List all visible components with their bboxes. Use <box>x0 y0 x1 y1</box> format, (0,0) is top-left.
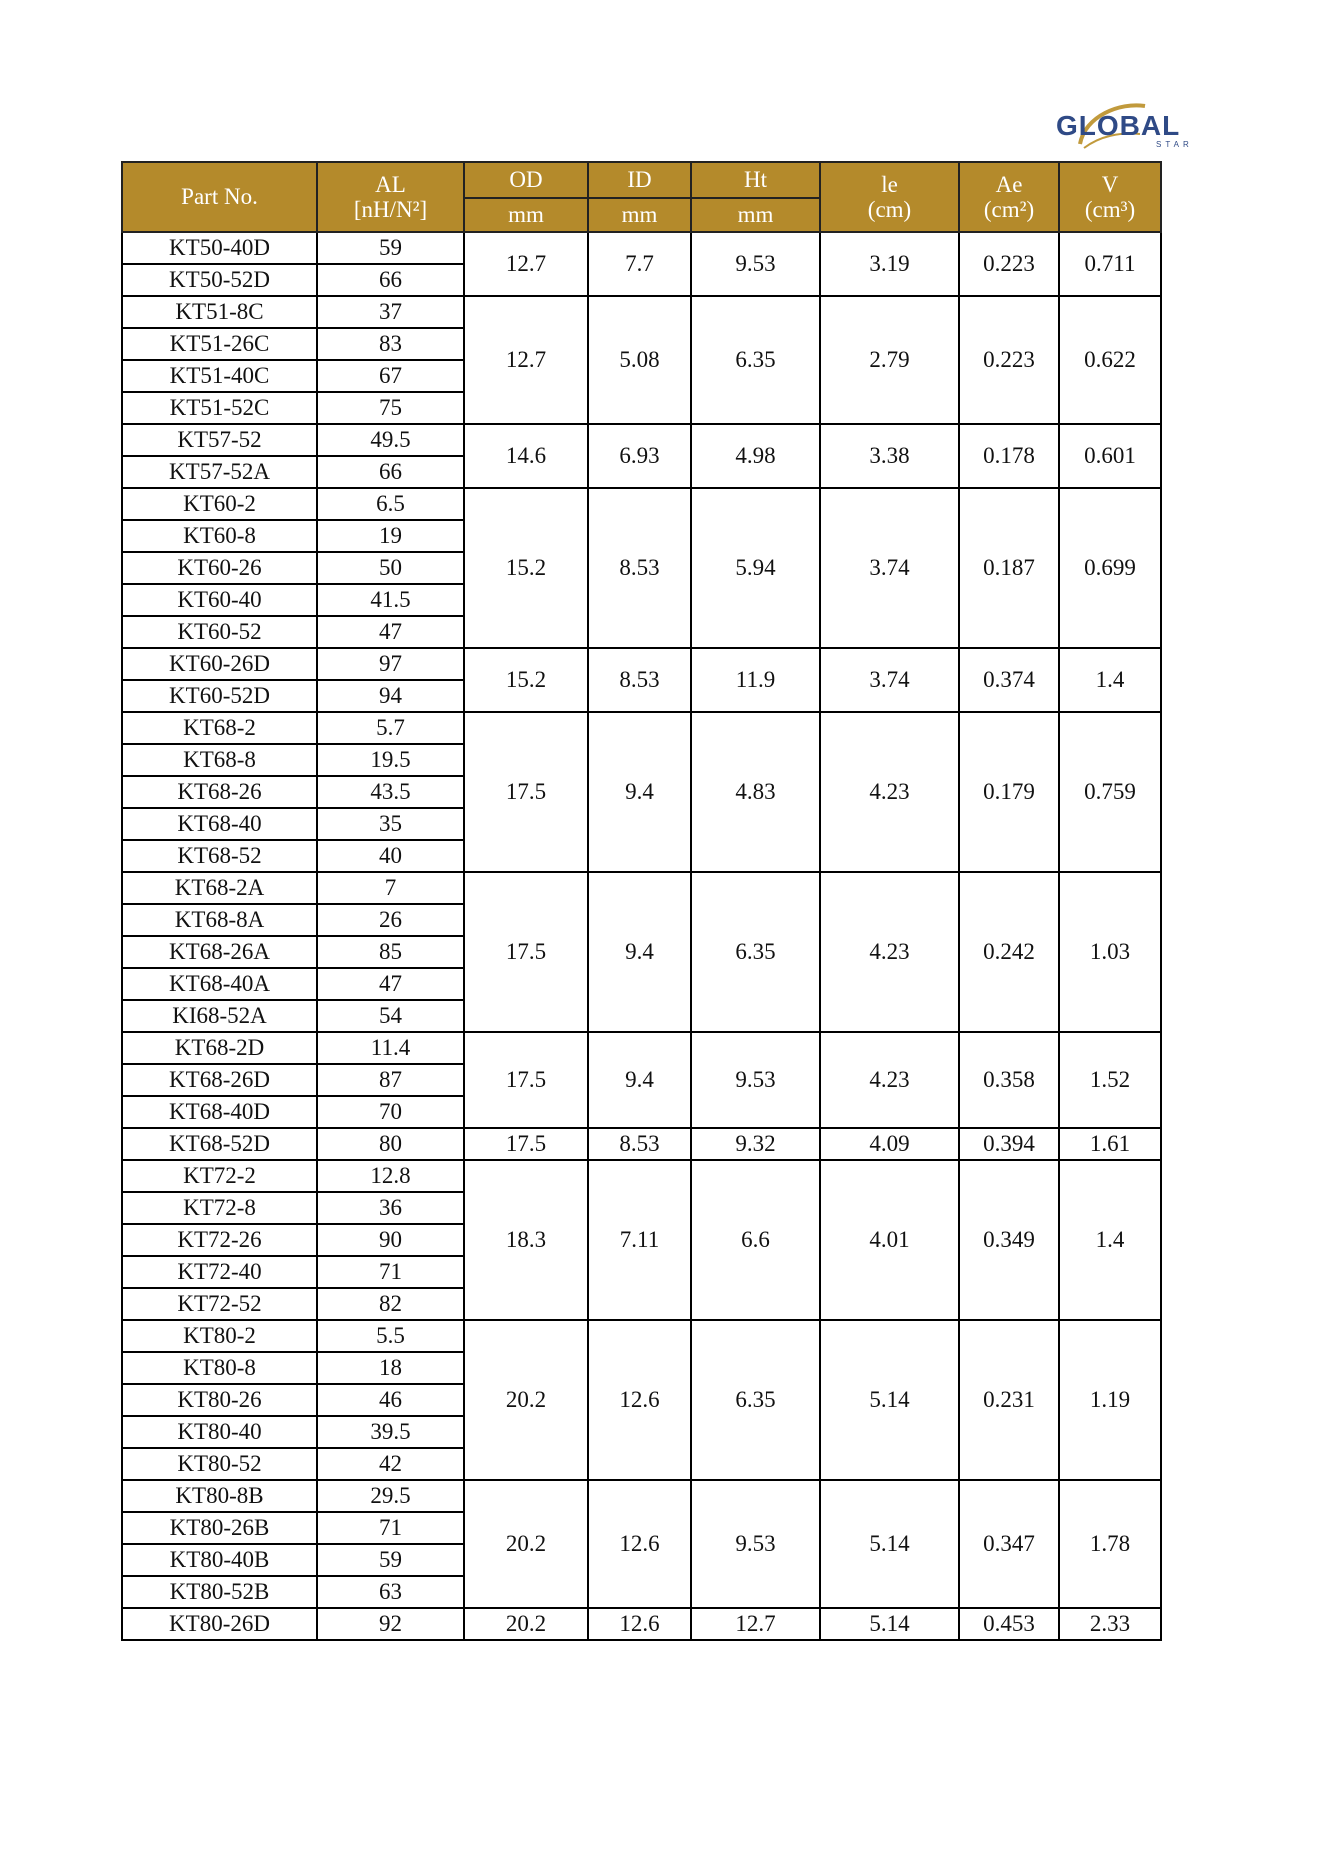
part-no-cell: KT72-2 <box>122 1160 317 1192</box>
table-row <box>122 712 1161 744</box>
al-cell: 43.5 <box>317 776 464 808</box>
header-od: OD <box>464 162 588 198</box>
table-row <box>122 424 1161 456</box>
ht-cell: 6.35 <box>691 872 820 1032</box>
part-no-cell: KT72-26 <box>122 1224 317 1256</box>
ae-cell: 0.179 <box>959 712 1059 872</box>
table-row <box>122 1320 1161 1352</box>
part-no-cell: KT68-26 <box>122 776 317 808</box>
al-cell: 92 <box>317 1608 464 1640</box>
od-cell: 15.2 <box>464 648 588 712</box>
v-cell: 2.33 <box>1059 1608 1161 1640</box>
al-cell: 80 <box>317 1128 464 1160</box>
v-cell: 1.61 <box>1059 1128 1161 1160</box>
le-cell: 4.23 <box>820 872 959 1032</box>
part-no-cell: KT68-2D <box>122 1032 317 1064</box>
part-no-cell: KT80-52B <box>122 1576 317 1608</box>
id-cell: 7.7 <box>588 232 691 296</box>
part-no-cell: KT80-26 <box>122 1384 317 1416</box>
ae-cell: 0.347 <box>959 1480 1059 1608</box>
id-cell: 6.93 <box>588 424 691 488</box>
header-ht: Ht <box>691 162 820 198</box>
al-cell: 75 <box>317 392 464 424</box>
id-cell: 9.4 <box>588 1032 691 1128</box>
part-no-cell: KT51-40C <box>122 360 317 392</box>
header-id-unit: mm <box>588 198 691 232</box>
al-cell: 70 <box>317 1096 464 1128</box>
ae-cell: 0.374 <box>959 648 1059 712</box>
al-cell: 49.5 <box>317 424 464 456</box>
part-no-cell: KT60-26 <box>122 552 317 584</box>
header-le-label: le <box>881 171 898 197</box>
v-cell: 0.601 <box>1059 424 1161 488</box>
part-no-cell: KT60-8 <box>122 520 317 552</box>
header-ae-label: Ae <box>995 171 1023 197</box>
part-no-cell: KT60-2 <box>122 488 317 520</box>
part-no-cell: KT68-40 <box>122 808 317 840</box>
le-cell: 2.79 <box>820 296 959 424</box>
header-ae-unit: (cm²) <box>983 197 1035 222</box>
part-no-cell: KT60-52D <box>122 680 317 712</box>
header-part-no: Part No. <box>122 162 317 232</box>
part-no-cell: KT51-8C <box>122 296 317 328</box>
al-cell: 83 <box>317 328 464 360</box>
table-body <box>122 232 1161 1640</box>
part-no-cell: KT60-40 <box>122 584 317 616</box>
part-no-cell: KT60-52 <box>122 616 317 648</box>
od-cell: 20.2 <box>464 1320 588 1480</box>
al-cell: 66 <box>317 264 464 296</box>
table-row <box>122 872 1161 904</box>
al-cell: 54 <box>317 1000 464 1032</box>
header-ae <box>959 162 1059 232</box>
part-no-cell: KT68-8A <box>122 904 317 936</box>
ht-cell: 6.35 <box>691 296 820 424</box>
v-cell: 0.711 <box>1059 232 1161 296</box>
part-no-cell: KT50-52D <box>122 264 317 296</box>
header-v-label: V <box>1101 171 1119 197</box>
le-cell: 5.14 <box>820 1480 959 1608</box>
al-cell: 59 <box>317 232 464 264</box>
part-no-cell: KT80-26D <box>122 1608 317 1640</box>
le-cell: 5.14 <box>820 1320 959 1480</box>
ae-cell: 0.223 <box>959 232 1059 296</box>
header-v-unit: (cm³) <box>1084 197 1136 222</box>
company-logo <box>1050 96 1210 158</box>
al-cell: 71 <box>317 1256 464 1288</box>
al-cell: 41.5 <box>317 584 464 616</box>
table-row <box>122 1160 1161 1192</box>
v-cell: 0.699 <box>1059 488 1161 648</box>
part-no-cell: KT57-52 <box>122 424 317 456</box>
header-al-label: AL <box>375 171 406 197</box>
id-cell: 9.4 <box>588 712 691 872</box>
id-cell: 12.6 <box>588 1608 691 1640</box>
ae-cell: 0.394 <box>959 1128 1059 1160</box>
part-no-cell: KT80-2 <box>122 1320 317 1352</box>
table-row <box>122 1032 1161 1064</box>
al-cell: 7 <box>317 872 464 904</box>
ht-cell: 9.53 <box>691 1480 820 1608</box>
al-cell: 39.5 <box>317 1416 464 1448</box>
al-cell: 6.5 <box>317 488 464 520</box>
ht-cell: 9.32 <box>691 1128 820 1160</box>
al-cell: 37 <box>317 296 464 328</box>
od-cell: 17.5 <box>464 1032 588 1128</box>
al-cell: 85 <box>317 936 464 968</box>
part-no-cell: KT68-26D <box>122 1064 317 1096</box>
al-cell: 66 <box>317 456 464 488</box>
table-row <box>122 1128 1161 1160</box>
part-no-cell: KT68-2 <box>122 712 317 744</box>
al-cell: 63 <box>317 1576 464 1608</box>
le-cell: 5.14 <box>820 1608 959 1640</box>
part-no-cell: KT51-52C <box>122 392 317 424</box>
al-cell: 18 <box>317 1352 464 1384</box>
part-no-cell: KT68-52D <box>122 1128 317 1160</box>
od-cell: 14.6 <box>464 424 588 488</box>
part-no-cell: KT72-8 <box>122 1192 317 1224</box>
ht-cell: 4.98 <box>691 424 820 488</box>
id-cell: 8.53 <box>588 488 691 648</box>
part-no-cell: KT68-52 <box>122 840 317 872</box>
le-cell: 4.01 <box>820 1160 959 1320</box>
ae-cell: 0.223 <box>959 296 1059 424</box>
al-cell: 46 <box>317 1384 464 1416</box>
ht-cell: 6.35 <box>691 1320 820 1480</box>
al-cell: 50 <box>317 552 464 584</box>
part-no-cell: KT80-52 <box>122 1448 317 1480</box>
od-cell: 18.3 <box>464 1160 588 1320</box>
al-cell: 40 <box>317 840 464 872</box>
al-cell: 42 <box>317 1448 464 1480</box>
v-cell: 0.759 <box>1059 712 1161 872</box>
v-cell: 1.78 <box>1059 1480 1161 1608</box>
table-header <box>122 162 1161 232</box>
part-no-cell: KT68-26A <box>122 936 317 968</box>
part-no-cell: KI68-52A <box>122 1000 317 1032</box>
id-cell: 12.6 <box>588 1320 691 1480</box>
header-od-unit: mm <box>464 198 588 232</box>
header-id: ID <box>588 162 691 198</box>
ht-cell: 9.53 <box>691 232 820 296</box>
al-cell: 67 <box>317 360 464 392</box>
id-cell: 7.11 <box>588 1160 691 1320</box>
v-cell: 1.4 <box>1059 1160 1161 1320</box>
part-no-cell: KT80-40 <box>122 1416 317 1448</box>
part-no-cell: KT80-26B <box>122 1512 317 1544</box>
logo-brand-text: GLOBAL <box>1056 110 1181 141</box>
header-ht-unit: mm <box>691 198 820 232</box>
ht-cell: 12.7 <box>691 1608 820 1640</box>
al-cell: 71 <box>317 1512 464 1544</box>
part-no-cell: KT68-8 <box>122 744 317 776</box>
od-cell: 12.7 <box>464 232 588 296</box>
le-cell: 3.74 <box>820 488 959 648</box>
part-no-cell: KT80-8 <box>122 1352 317 1384</box>
al-cell: 5.7 <box>317 712 464 744</box>
ae-cell: 0.453 <box>959 1608 1059 1640</box>
v-cell: 0.622 <box>1059 296 1161 424</box>
od-cell: 17.5 <box>464 1128 588 1160</box>
id-cell: 9.4 <box>588 872 691 1032</box>
al-cell: 11.4 <box>317 1032 464 1064</box>
header-al-unit: [nH/N²] <box>353 197 428 222</box>
le-cell: 3.19 <box>820 232 959 296</box>
id-cell: 8.53 <box>588 648 691 712</box>
part-no-cell: KT50-40D <box>122 232 317 264</box>
ht-cell: 5.94 <box>691 488 820 648</box>
part-no-cell: KT57-52A <box>122 456 317 488</box>
ht-cell: 11.9 <box>691 648 820 712</box>
al-cell: 35 <box>317 808 464 840</box>
v-cell: 1.03 <box>1059 872 1161 1032</box>
ae-cell: 0.178 <box>959 424 1059 488</box>
ae-cell: 0.349 <box>959 1160 1059 1320</box>
table-row <box>122 232 1161 264</box>
ht-cell: 4.83 <box>691 712 820 872</box>
id-cell: 5.08 <box>588 296 691 424</box>
part-no-cell: KT68-2A <box>122 872 317 904</box>
al-cell: 90 <box>317 1224 464 1256</box>
header-le <box>820 162 959 232</box>
table-row <box>122 1608 1161 1640</box>
part-no-cell: KT68-40D <box>122 1096 317 1128</box>
od-cell: 17.5 <box>464 872 588 1032</box>
od-cell: 17.5 <box>464 712 588 872</box>
al-cell: 47 <box>317 968 464 1000</box>
part-no-cell: KT68-40A <box>122 968 317 1000</box>
al-cell: 19.5 <box>317 744 464 776</box>
al-cell: 5.5 <box>317 1320 464 1352</box>
od-cell: 15.2 <box>464 488 588 648</box>
v-cell: 1.4 <box>1059 648 1161 712</box>
ht-cell: 6.6 <box>691 1160 820 1320</box>
al-cell: 12.8 <box>317 1160 464 1192</box>
ae-cell: 0.187 <box>959 488 1059 648</box>
ht-cell: 9.53 <box>691 1032 820 1128</box>
table-row <box>122 1480 1161 1512</box>
al-cell: 19 <box>317 520 464 552</box>
id-cell: 12.6 <box>588 1480 691 1608</box>
table-row <box>122 488 1161 520</box>
logo-sub-text: STAR <box>1156 140 1193 149</box>
header-le-unit: (cm) <box>867 197 912 222</box>
al-cell: 29.5 <box>317 1480 464 1512</box>
part-no-cell: KT51-26C <box>122 328 317 360</box>
al-cell: 36 <box>317 1192 464 1224</box>
header-al <box>317 162 464 232</box>
al-cell: 26 <box>317 904 464 936</box>
part-no-cell: KT60-26D <box>122 648 317 680</box>
le-cell: 4.23 <box>820 1032 959 1128</box>
v-cell: 1.52 <box>1059 1032 1161 1128</box>
od-cell: 20.2 <box>464 1608 588 1640</box>
part-no-cell: KT80-40B <box>122 1544 317 1576</box>
part-no-cell: KT72-52 <box>122 1288 317 1320</box>
al-cell: 97 <box>317 648 464 680</box>
le-cell: 4.09 <box>820 1128 959 1160</box>
al-cell: 94 <box>317 680 464 712</box>
ae-cell: 0.242 <box>959 872 1059 1032</box>
al-cell: 47 <box>317 616 464 648</box>
le-cell: 4.23 <box>820 712 959 872</box>
ae-cell: 0.358 <box>959 1032 1059 1128</box>
part-no-cell: KT80-8B <box>122 1480 317 1512</box>
od-cell: 20.2 <box>464 1480 588 1608</box>
al-cell: 82 <box>317 1288 464 1320</box>
table-row <box>122 296 1161 328</box>
table-row <box>122 648 1161 680</box>
le-cell: 3.74 <box>820 648 959 712</box>
al-cell: 59 <box>317 1544 464 1576</box>
od-cell: 12.7 <box>464 296 588 424</box>
v-cell: 1.19 <box>1059 1320 1161 1480</box>
header-v <box>1059 162 1161 232</box>
id-cell: 8.53 <box>588 1128 691 1160</box>
al-cell: 87 <box>317 1064 464 1096</box>
ae-cell: 0.231 <box>959 1320 1059 1480</box>
le-cell: 3.38 <box>820 424 959 488</box>
part-no-cell: KT72-40 <box>122 1256 317 1288</box>
core-spec-table <box>121 161 1162 1641</box>
